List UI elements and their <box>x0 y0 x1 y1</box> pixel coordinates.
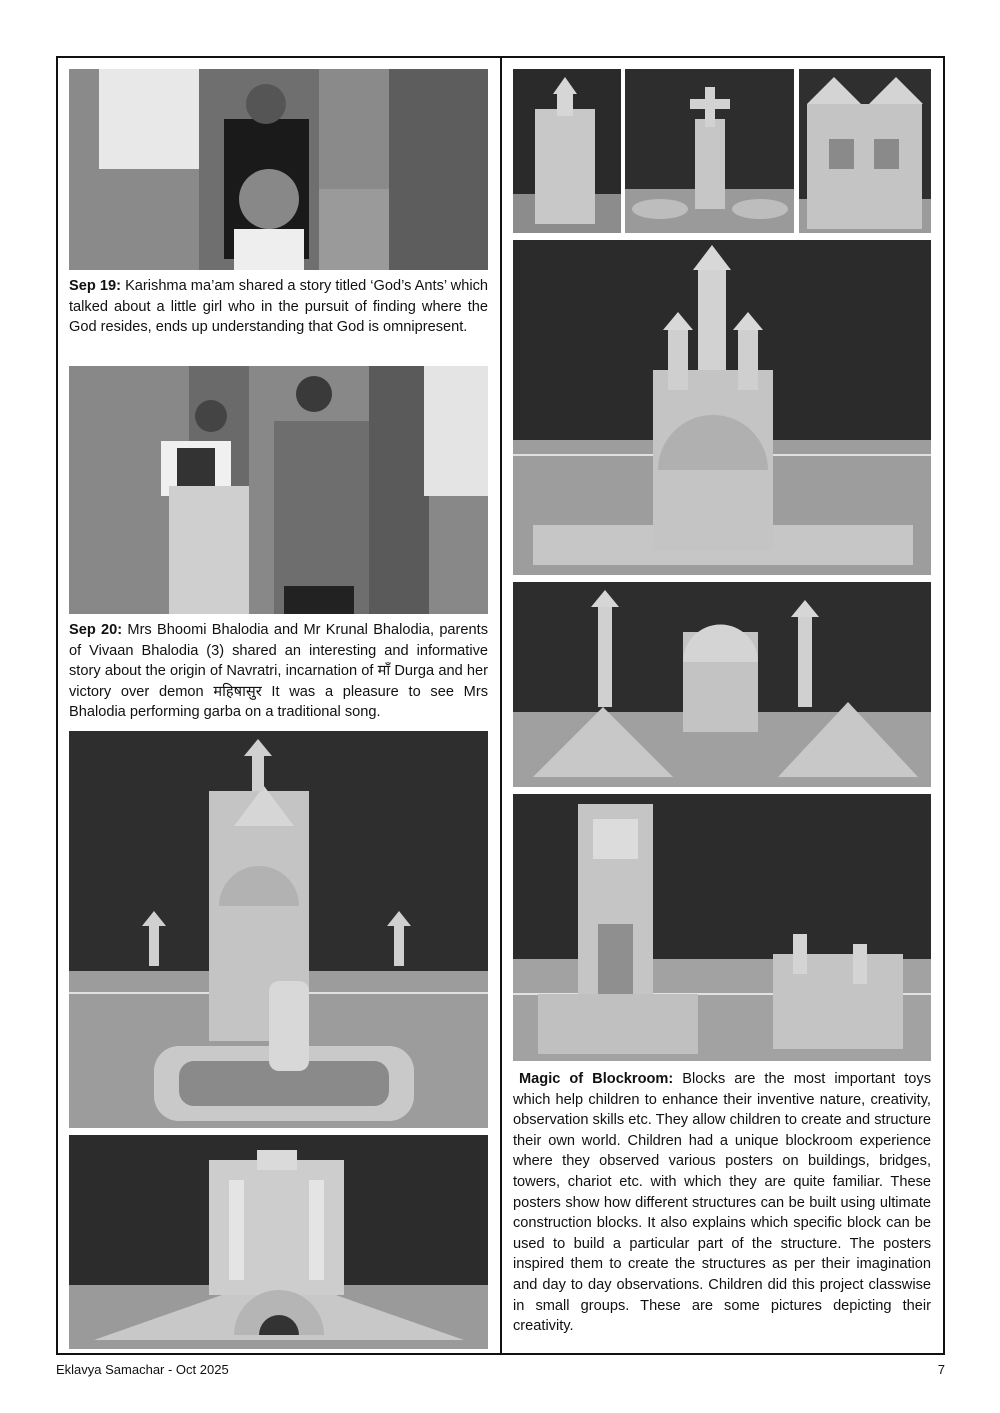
caption-sep20-hindi-demon: महिषासुर <box>213 682 262 700</box>
photo-block-top-2 <box>625 69 794 233</box>
caption-sep20-hindi-maa: माँ <box>377 662 391 680</box>
photo-parents-storytelling <box>69 366 488 614</box>
caption-blockroom <box>513 1069 931 1337</box>
caption-blockroom-label: Magic of Blockroom: <box>519 1071 674 1087</box>
photo-storyteller-woman <box>69 69 488 270</box>
caption-sep19-text: Karishma ma’am shared a story titled ‘God’s Ants’ which talked about a little girl who in the pursuit of finding where the God resides, ends up understanding that God is omnipresent. <box>69 278 488 336</box>
footer-publication: Eklavya Samachar - Oct 2025 <box>56 1362 229 1377</box>
photo-block-tower-street <box>513 794 931 1061</box>
caption-sep20-label: Sep 20: <box>69 622 123 638</box>
caption-sep20-text2: Durga and her victory over demon <box>69 663 488 700</box>
photo-block-top-3 <box>799 69 931 233</box>
column-divider <box>500 56 502 1355</box>
photo-block-tower-courtyard <box>69 731 488 1128</box>
photo-block-top-1 <box>513 69 621 233</box>
caption-sep20-text3: It was a pleasure to see Mrs Bhalodia performing garba on a traditional song. <box>69 683 488 721</box>
footer-page-number: 7 <box>937 1362 945 1377</box>
photo-block-fort <box>513 582 931 787</box>
caption-sep19-label: Sep 19: <box>69 278 121 294</box>
caption-sep20 <box>69 620 488 723</box>
caption-blockroom-text: Blocks are the most important toys which help children to enhance their inventive nature, creativity, observation skills etc. They allow children to create and structure their own world. Children had a unique blockroom experience where they observed various posters on buildings, bridges, towers, chariot etc. with which they are quite familiar. These posters show how different structures can be built using ultimate construction blocks. It also explains which specific block can be used to build a particular part of the structure. The posters inspired them to create the structures as per their imagination and day to day observations. Children did this project classwise in small groups. These are some pictures depicting their creativity. <box>513 1071 931 1335</box>
caption-sep19 <box>69 276 488 338</box>
caption-sep20-text1: Mrs Bhoomi Bhalodia and Mr Krunal Bhalodia, parents of Vivaan Bhalodia (3) shared an interesting and informative story about the origin of Navratri, incarnation of <box>69 622 488 680</box>
photo-block-arch-gate <box>69 1135 488 1349</box>
photo-block-castle <box>513 240 931 575</box>
